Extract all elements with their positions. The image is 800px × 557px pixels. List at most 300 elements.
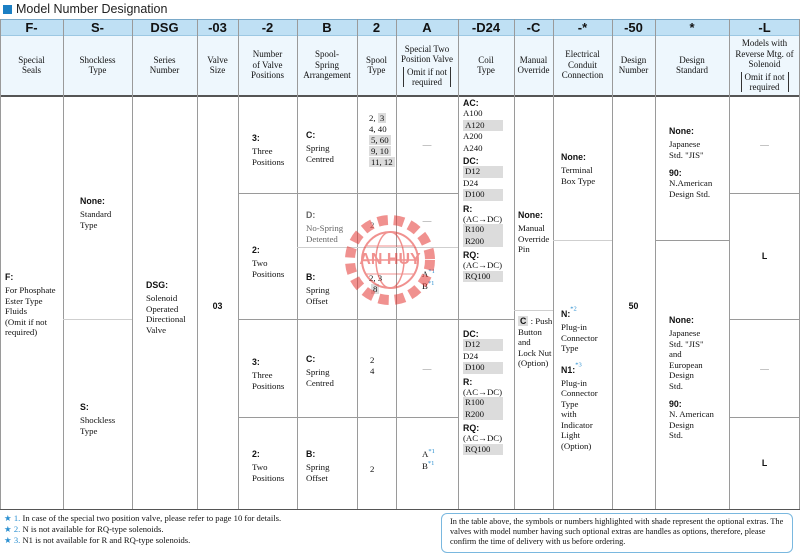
header-desc-line: Position Valve: [400, 54, 454, 64]
header-desc-8: [458, 35, 514, 95]
footnote-mark: *3: [575, 361, 582, 369]
header-desc-11: [612, 35, 655, 95]
header-desc-line: Standard: [676, 65, 708, 75]
std-none-line: Japanese: [669, 328, 701, 338]
positions-line: Positions: [252, 156, 285, 167]
shockless-none-desc: [80, 209, 128, 230]
shockless-none-cell: [63, 95, 132, 319]
coil-item: R100: [463, 224, 503, 236]
footnote-mark-1: *1: [427, 460, 435, 468]
special-two-code: A: [422, 268, 429, 279]
shockless-none-line: Standard: [80, 209, 112, 219]
header-desc-text: [303, 49, 350, 81]
series-code: DSG:: [146, 280, 168, 290]
spool-type-value: 4: [370, 365, 375, 376]
spool-type-row: [369, 157, 396, 168]
header-desc-text: [150, 55, 180, 76]
std-90-line: N. American: [669, 409, 714, 419]
reverse-mtg-cell-3: [729, 417, 800, 509]
arrangement-line: No-Spring: [306, 223, 344, 233]
conduit-n-code: N:: [561, 309, 571, 319]
positions-code: 2:: [252, 449, 260, 459]
conduit-n1-line: Indicator: [561, 419, 593, 430]
special-seals-desc: [5, 285, 59, 338]
coil-group-code: AC:: [463, 98, 479, 108]
positions-line: Two: [252, 258, 268, 268]
coil-item: D100: [463, 362, 503, 374]
shockless-s-line: Shockless: [80, 415, 116, 425]
arrangement-line: Centred: [306, 153, 334, 164]
std-90-code: 90:: [669, 399, 682, 409]
std-none-line: Design: [669, 370, 694, 380]
bracket-line: required: [749, 81, 780, 92]
positions-cell-2: [238, 319, 297, 417]
coil-item: D24: [463, 177, 479, 188]
std-none-line: and: [669, 349, 682, 359]
special-two-cell-1: [396, 417, 458, 509]
series-line: Operated: [146, 303, 179, 314]
header-code-4: [238, 19, 297, 35]
arrangement-line: Spring: [306, 367, 330, 377]
valve-size-cell: [197, 95, 238, 509]
conduit-n-cell: [553, 240, 612, 509]
dash: —: [422, 214, 432, 225]
header-desc-line: Coil: [478, 54, 494, 65]
title-square-icon: [3, 5, 12, 14]
override-c-line: (Option): [518, 358, 549, 368]
coil-item: A120: [463, 120, 503, 132]
arrangement-line: Offset: [306, 472, 328, 483]
conduit-n1-line: Type: [561, 398, 579, 409]
spool-type-row: [369, 135, 396, 146]
header-desc-text: [251, 49, 284, 81]
header-desc-line: Series: [153, 54, 176, 65]
positions-cell-0: [238, 95, 297, 193]
conduit-n1-line: Plug-in: [561, 377, 587, 388]
shockless-none-line: Type: [80, 219, 98, 230]
header-code-10: [553, 19, 612, 35]
header-code-13: [729, 19, 800, 35]
conduit-n-line: Type: [561, 343, 579, 353]
spool-type-cell-4: [357, 417, 396, 509]
coil-group-code: R:: [463, 203, 473, 214]
arrangement-line: Centred: [306, 377, 334, 388]
spool-type-value: 9, 10: [371, 146, 389, 156]
header-code: -03: [208, 19, 227, 35]
positions-desc: [252, 370, 293, 391]
positions-line: Three: [252, 370, 273, 380]
positions-desc: [252, 258, 293, 279]
special-two-code: A: [422, 448, 429, 459]
conduit-n1-code-row: [561, 360, 612, 378]
shockless-s-cell: [63, 319, 132, 509]
header-desc-line: Type: [367, 65, 386, 75]
header-desc-line: Valve: [207, 54, 228, 65]
positions-desc: [252, 462, 293, 483]
std-none-code: None:: [669, 126, 694, 136]
header-code: -2: [261, 19, 274, 35]
coil-item: A100: [463, 108, 483, 118]
header-desc-line: Type: [88, 65, 107, 75]
series-cell: [132, 95, 197, 509]
spool-type-cell-0: [357, 95, 396, 193]
coil-item: R100: [463, 397, 503, 409]
header-desc-line: Number: [252, 49, 283, 60]
special-seals-line: (Omit if not: [5, 316, 48, 327]
header-desc-line: Solenoid: [748, 59, 781, 70]
footnote-text: N is not available for RQ-type solenoids.: [22, 524, 164, 534]
header-code: F-: [25, 19, 38, 35]
positions-line: Positions: [252, 268, 285, 279]
grid-line: [0, 19, 800, 20]
bracket-line: Omit if not: [744, 71, 785, 82]
header-desc-line: Number: [149, 65, 180, 75]
header-desc-text: [80, 55, 116, 76]
spool-type-value: 2, 3: [369, 273, 383, 283]
design-standard-std_lower: [655, 240, 729, 509]
header-desc-9: [514, 35, 553, 95]
header-desc-text: [619, 55, 649, 76]
footnote-mark: *2: [570, 305, 577, 313]
header-desc-10: [553, 35, 612, 95]
header-code-2: [132, 19, 197, 35]
arrangement-code: B:: [306, 449, 316, 459]
reverse-mtg-cell-1: [729, 193, 800, 319]
spool-type-value: 3: [379, 113, 385, 123]
spool-type-value: 5, 60: [371, 135, 389, 145]
header-desc-1: [63, 35, 132, 95]
header-desc-line: Reverse Mtg. of: [735, 48, 794, 59]
shockless-none-code: None:: [80, 196, 105, 206]
arrangement-line: Spring: [306, 143, 330, 153]
std-90-line: Std.: [669, 430, 683, 440]
arrangement-code: C:: [306, 354, 316, 364]
header-desc-line: Shockless: [79, 54, 116, 65]
arrangement-cell-3: [297, 319, 357, 417]
footnotes: [4, 513, 434, 546]
coil-item: D12: [463, 166, 503, 178]
header-desc-line: Manual: [519, 54, 548, 65]
special-two-option: [422, 459, 458, 471]
spool-type-value: 2: [370, 464, 375, 474]
special-seals-code: F:: [5, 272, 14, 282]
header-desc-line: Special: [18, 54, 45, 65]
header-code: -50: [624, 19, 643, 35]
header-desc-text: [562, 49, 604, 81]
positions-cell-3: [238, 417, 297, 509]
arrangement-line: Spring: [306, 285, 330, 295]
coil-item: RQ100: [463, 271, 503, 283]
header-code-1: [63, 19, 132, 35]
override-c-cell: [514, 310, 553, 509]
grid-line: [0, 35, 800, 36]
header-desc-line: Type: [477, 65, 495, 75]
header-desc-line: Spool: [365, 54, 387, 65]
reverse-mtg-value: L: [761, 251, 768, 261]
coil-cell-coil_lower: [458, 319, 514, 509]
spool-type-row: [369, 146, 396, 157]
shockless-s-line: Type: [80, 425, 98, 436]
override-c-line: Lock Nut: [518, 347, 552, 358]
coil-item: D12: [463, 339, 503, 351]
footnote-star-icon: ★ 1.: [4, 513, 21, 523]
std-none-line: Japanese: [669, 139, 701, 149]
coil-item: R200: [463, 409, 503, 421]
reverse-mtg-cell-2: [729, 319, 800, 417]
special-two-code: B: [422, 461, 428, 472]
positions-line: Positions: [252, 472, 285, 483]
override-none-code: None:: [518, 210, 543, 220]
header-desc-line: Design: [620, 54, 647, 65]
coil-item: A240: [463, 142, 483, 153]
positions-line: Three: [252, 146, 273, 156]
header-desc-13: [729, 35, 800, 95]
header-desc-line: Positions: [250, 70, 284, 81]
spool-type-value: 4, 40: [369, 124, 387, 134]
conduit-n1-line: with: [561, 409, 577, 419]
positions-line: Positions: [252, 380, 285, 391]
override-c-line: : Push: [530, 316, 553, 326]
header-desc-text: [518, 55, 550, 76]
override-c-line: Button: [518, 326, 542, 337]
footnote-mark-1: *1: [428, 448, 435, 455]
special-two-option: [422, 447, 458, 459]
spool-type-row: [369, 124, 396, 135]
shockless-s-desc: [80, 415, 128, 436]
arrangement-line: Detented: [306, 233, 338, 244]
svg-text:AN HUY: AN HUY: [359, 251, 421, 268]
coil-group-code: RQ:: [463, 250, 480, 260]
valve-size-value: 03: [212, 301, 223, 311]
conduit-none-cell: [553, 95, 612, 240]
arrangement-code: C:: [306, 130, 316, 140]
override-c-first-line: [518, 316, 553, 327]
notice-text: In the table above, the symbols or numbers highlighted with shade represent the optional extras. The valves with model number having such optional extras are handles as options, therefore, please confirm the time of delivery with us before ordering.: [450, 517, 784, 546]
header-desc-line: Size: [209, 65, 226, 75]
override-none-line: Override: [518, 233, 550, 244]
header-code: A: [422, 19, 432, 35]
header-desc-6: [357, 35, 396, 95]
override-none-cell: [514, 95, 553, 310]
header-code-12: [655, 19, 729, 35]
header-code-7: [396, 19, 458, 35]
arrangement-desc: [306, 462, 353, 483]
header-code: -*: [577, 19, 588, 35]
coil-group-desc: (AC→DC): [463, 386, 503, 397]
footnote-text: N1 is not available for R and RQ-type solenoids.: [22, 535, 191, 545]
spool-type-value: 8: [373, 283, 378, 294]
header-code-11: [612, 19, 655, 35]
design-standard-std_upper: [655, 95, 729, 240]
special-seals-line: required): [5, 327, 38, 337]
conduit-n-line: Connector: [561, 332, 598, 343]
header-desc-text: [735, 38, 793, 92]
header-desc-line: Design: [679, 54, 705, 65]
special-two-dash-0: [396, 95, 458, 193]
watermark-logo: [330, 200, 450, 320]
std-none-line: European: [669, 359, 703, 370]
bracket-line: required: [412, 76, 442, 87]
coil-group-desc: (AC→DC): [463, 213, 503, 224]
special-two-dash-2: [396, 319, 458, 417]
footnote: [4, 524, 434, 535]
header-desc-line: Models with: [741, 38, 788, 49]
omit-if-not-required-note: [403, 67, 451, 87]
conduit-n1-code: N1:: [561, 364, 576, 375]
reverse-mtg-value: —: [760, 138, 769, 149]
header-desc-text: [207, 55, 228, 76]
header-code: 2: [372, 19, 381, 35]
override-none-line: Pin: [518, 244, 530, 254]
std-none-line: Std. "JIS": [669, 149, 704, 160]
std-90-line: Design Std.: [669, 188, 711, 199]
coil-item: A200: [463, 131, 483, 141]
grid-line: [0, 509, 800, 510]
std-90-line: Design: [669, 419, 694, 430]
header-desc-7: [396, 35, 458, 95]
header-code-3: [197, 19, 238, 35]
header-desc-line: Electrical: [565, 49, 600, 60]
std-none-line: Std. "JIS": [669, 338, 704, 349]
series-line: Directional: [146, 314, 186, 324]
coil-group-desc: (AC→DC): [463, 260, 503, 270]
conduit-none-code: None:: [561, 152, 586, 162]
header-code-0: [0, 19, 63, 35]
special-seals-line: For Phosphate: [5, 285, 56, 295]
header-desc-line: Override: [517, 65, 550, 75]
footnote-text: In case of the special two position valve, please refer to page 10 for details.: [22, 513, 282, 523]
arrangement-line: Offset: [306, 295, 328, 306]
reverse-mtg-value: —: [760, 362, 769, 373]
header-desc-line: Conduit: [567, 59, 597, 70]
override-none-line: Manual: [518, 223, 545, 233]
bracket-line: Omit if not: [407, 66, 447, 77]
header-desc-text: [477, 55, 495, 76]
header-desc-line: Number: [618, 65, 649, 75]
notice-box: [441, 513, 793, 553]
conduit-n1-line: Light: [561, 430, 581, 440]
conduit-n-line: Plug-in: [561, 322, 587, 332]
conduit-n1-line: Connector: [561, 388, 598, 398]
header-desc-line: of Valve: [252, 59, 283, 70]
header-code-9: [514, 19, 553, 35]
header-desc-0: [0, 35, 63, 95]
special-two-code: B: [422, 281, 428, 292]
dash: —: [422, 138, 432, 149]
header-desc-line: Arrangement: [303, 70, 351, 81]
header-desc-line: Special Two: [404, 43, 450, 54]
override-c-code: C: [520, 316, 527, 326]
std-90-line: N.American: [669, 178, 713, 188]
header-code: DSG: [150, 19, 179, 35]
header-code: -L: [758, 19, 771, 35]
header-code-8: [458, 19, 514, 35]
spool-type-value: 2: [370, 355, 375, 365]
omit-if-not-required-note: [741, 72, 789, 92]
reverse-mtg-cell-0: [729, 95, 800, 193]
arrangement-code: D:: [306, 210, 316, 220]
conduit-none-line: Box Type: [561, 175, 596, 186]
footnote-mark-1: *1: [427, 280, 435, 288]
coil-item: R200: [463, 236, 503, 248]
positions-desc: [252, 146, 293, 167]
std-none-code: None:: [669, 315, 694, 325]
positions-code: 3:: [252, 357, 260, 367]
arrangement-desc: [306, 143, 353, 164]
spool-type-value: 11, 12: [371, 157, 393, 167]
series-line: Solenoid: [146, 293, 178, 303]
header-desc-line: Connection: [561, 70, 604, 81]
footnote-star-icon: ★ 3.: [4, 535, 21, 545]
arrangement-desc: [306, 367, 353, 388]
spool-type-value: 2: [370, 220, 375, 230]
positions-code: 3:: [252, 133, 260, 143]
coil-group-code: RQ:: [463, 423, 480, 433]
footnote-star-icon: ★ 2.: [4, 524, 21, 534]
header-desc-3: [197, 35, 238, 95]
header-code-6: [357, 19, 396, 35]
header-desc-line: Seals: [22, 65, 41, 75]
positions-code: 2:: [252, 245, 260, 255]
header-code: S-: [91, 19, 104, 35]
coil-cell-coil_upper: [458, 95, 514, 319]
arrangement-cell-0: [297, 95, 357, 193]
header-code: -C: [526, 19, 541, 35]
design-number-cell: [612, 95, 655, 509]
std-90-code: 90:: [669, 168, 682, 178]
special-seals-line: Fluids: [5, 306, 28, 316]
override-c-line: and: [518, 337, 531, 347]
reverse-mtg-value: L: [761, 458, 768, 468]
conduit-none-line: Terminal: [561, 165, 593, 175]
dash: —: [422, 362, 432, 373]
design-number-value: 50: [628, 301, 639, 311]
header-desc-line: Spring: [314, 59, 339, 70]
footnote-mark-1: *1: [428, 268, 435, 275]
coil-group-code: DC:: [463, 156, 479, 166]
special-seals-cell: [0, 95, 63, 509]
spool-type-row: [369, 113, 396, 124]
positions-cell-1: [238, 193, 297, 319]
shockless-s-code: S:: [80, 402, 89, 412]
coil-group-desc: (AC→DC): [463, 433, 503, 443]
header-desc-text: [366, 55, 387, 76]
header-desc-text: [401, 44, 453, 87]
header-desc-12: [655, 35, 729, 95]
header-code-5: [297, 19, 357, 35]
coil-item: D24: [463, 350, 479, 361]
footnote: [4, 513, 434, 524]
header-desc-text: [676, 55, 708, 76]
coil-item: RQ100: [463, 444, 503, 456]
header-desc-2: [132, 35, 197, 95]
header-code: *: [689, 19, 695, 35]
series-desc: [146, 293, 193, 335]
header-code: B: [322, 19, 332, 35]
std-none-line: Std.: [669, 380, 683, 391]
conduit-n1-line: (Option): [561, 440, 592, 451]
header-desc-line: Spool-: [314, 49, 339, 60]
special-seals-line: Ester Type: [5, 295, 43, 306]
header-code: -D24: [471, 19, 501, 35]
conduit-n-code-row: [561, 304, 612, 322]
arrangement-line: Spring: [306, 462, 330, 472]
positions-line: Two: [252, 462, 268, 472]
header-desc-text: [18, 55, 45, 76]
footnote: [4, 535, 434, 546]
arrangement-code: B:: [306, 272, 316, 282]
spool-type-value: 2,: [369, 113, 376, 123]
